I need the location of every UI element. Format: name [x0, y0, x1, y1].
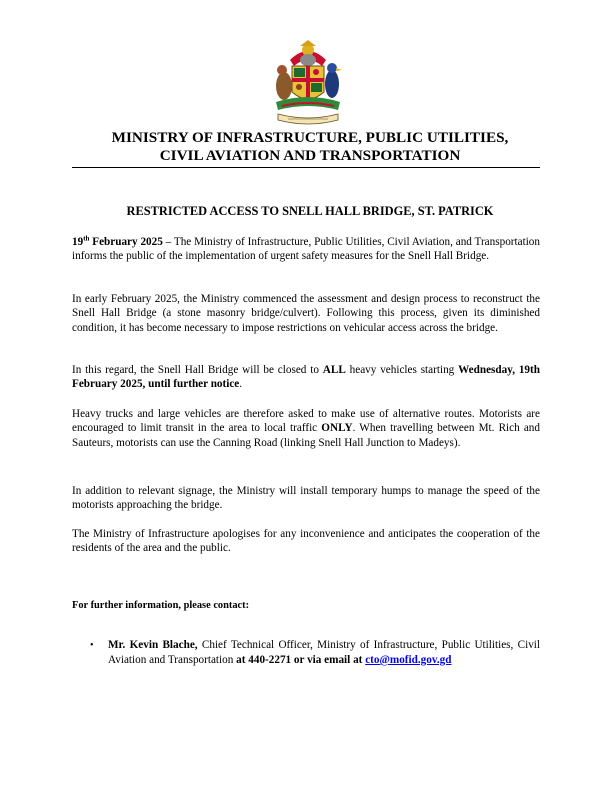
- paragraph-date-intro: [72, 235, 540, 264]
- closure-text-after: .: [239, 378, 243, 391]
- date-month-year: February 2025: [89, 236, 163, 248]
- intro-text: – The Ministry of Infrastructure, Public Utilities, Civil Aviation, and Transportation informs the public of the implementation of urgent safety measures for the Snell Hall Bridge.: [72, 236, 540, 263]
- contact-email-link[interactable]: cto@mofid.gov.gd: [365, 654, 452, 666]
- closure-text-middle: heavy vehicles starting: [345, 364, 459, 376]
- routes-only: ONLY: [321, 422, 353, 435]
- contact-details: [108, 638, 540, 668]
- header-divider: [72, 167, 540, 168]
- paragraph-closure: [72, 363, 540, 392]
- paragraph-assessment: In early February 2025, the Ministry commenced the assessment and design process to reconstruct the Snell Hall Bridge (a stone masonry bridge/culvert). Following this process, given its diminished condition, it has become necessary to impose restrictions on vehicular access across the bridge.: [72, 293, 540, 334]
- date-suffix: th: [83, 234, 90, 243]
- paragraph-apology: The Ministry of Infrastructure apologises for any inconvenience and anticipates the cooperation of the residents of the area and the public.: [72, 528, 540, 555]
- paragraph-alternative-routes: [72, 407, 540, 450]
- ministry-heading-line2: CIVIL AVIATION AND TRANSPORTATION: [159, 147, 461, 164]
- contact-heading: For further information, please contact:: [72, 600, 250, 611]
- routes-text-before: Heavy trucks and large vehicles are therefore asked to make use of alternative routes. Motorists are encouraged to limit transit in the area to local traffic: [72, 408, 540, 435]
- contact-phone: at 440-2271 or via email at: [236, 654, 363, 666]
- closure-text-before: In this regard, the Snell Hall Bridge will be closed to: [72, 364, 323, 376]
- paragraph-signage: In addition to relevant signage, the Ministry will install temporary humps to manage the speed of the motorists approaching the bridge.: [72, 485, 540, 512]
- closure-all: ALL: [322, 364, 346, 376]
- coat-of-arms-logo: [268, 40, 348, 128]
- contact-role: Chief Technical Officer, Ministry of Infrastructure, Public Utilities, Civil Aviation and Transportation: [108, 639, 540, 666]
- ministry-heading-line1: MINISTRY OF INFRASTRUCTURE, PUBLIC UTILITIES,: [111, 129, 509, 146]
- notice-subject: RESTRICTED ACCESS TO SNELL HALL BRIDGE, ST. PATRICK: [126, 204, 494, 218]
- ministry-heading: [60, 129, 560, 165]
- contact-name: Mr. Kevin Blache,: [108, 639, 198, 651]
- routes-text-after: . When travelling between Mt. Rich and Sauteurs, motorists can use the Canning Road (linking Snell Hall Junction to Madeys).: [72, 422, 540, 449]
- closure-date: Wednesday, 19th February 2025, until further notice: [72, 364, 540, 391]
- date-day: 19: [72, 236, 84, 248]
- bullet-icon: •: [90, 640, 94, 651]
